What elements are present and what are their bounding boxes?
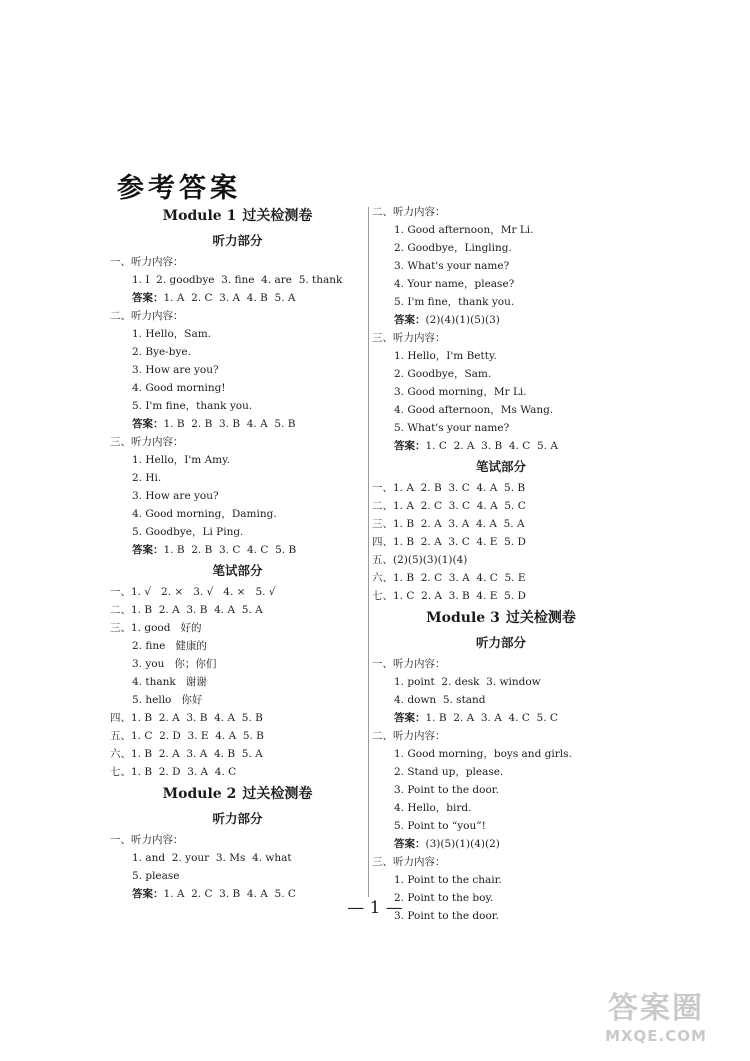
answer-item: 2. Bye-bye. xyxy=(132,346,191,358)
answer-item: 1. Good morning，boys and girls. xyxy=(394,748,572,760)
module-number: Module 2 xyxy=(162,786,237,802)
section-heading: 听力部分 xyxy=(212,811,263,826)
answer-text: (3)(5)(1)(4)(2) xyxy=(425,838,500,850)
watermark-logo xyxy=(576,991,736,1053)
module-heading xyxy=(110,203,365,229)
answer-item: 5. I'm fine，thank you. xyxy=(394,296,515,308)
module-subtitle: 过关检测卷 xyxy=(242,786,313,802)
answer-item: 1. Good afternoon，Mr Li. xyxy=(394,224,534,236)
left-column xyxy=(110,203,365,903)
answer-line xyxy=(372,835,630,853)
answer-item: 5. please xyxy=(132,870,180,882)
module-number: Module 1 xyxy=(162,208,237,224)
column-divider xyxy=(368,207,369,897)
answer-item: 5. Goodbye，Li Ping. xyxy=(132,526,244,538)
answer-label: 答案： xyxy=(394,314,426,326)
answer-label: 答案： xyxy=(394,440,426,452)
module-heading xyxy=(110,781,365,807)
answer-item: 1. Hello，I'm Amy. xyxy=(132,454,231,466)
answer-item: 2. Goodbye，Lingling. xyxy=(394,242,512,254)
question-line: 一、1. A 2. B 3. C 4. A 5. B xyxy=(372,482,526,494)
question-line: 三、听力内容： xyxy=(110,436,184,448)
answer-item: 2. Point to the boy. xyxy=(394,892,494,904)
section-heading: 笔试部分 xyxy=(475,459,526,474)
answer-item: 3. Point to the door. xyxy=(394,910,499,922)
watermark-bottom: MXQE.COM xyxy=(605,1027,707,1045)
question-line: 一、听力内容： xyxy=(372,658,446,670)
watermark-top: 答案圈 xyxy=(608,991,704,1026)
question-line: 二、1. B 2. A 3. B 4. A 5. A xyxy=(110,604,263,616)
question-line: 一、听力内容： xyxy=(110,834,184,846)
answer-text: 1. C 2. A 3. B 4. C 5. A xyxy=(425,440,558,452)
question-line: 六、1. B 2. A 3. A 4. B 5. A xyxy=(110,748,263,760)
answer-line xyxy=(110,415,365,433)
answer-item: 1. Hello，Sam. xyxy=(132,328,212,340)
section-heading: 听力部分 xyxy=(212,233,263,248)
right-column xyxy=(372,203,630,925)
answer-item: 4. down 5. stand xyxy=(394,694,486,706)
question-line: 三、1. B 2. A 3. A 4. A 5. A xyxy=(372,518,525,530)
page-number: — 1 — xyxy=(347,898,403,918)
answer-item: 1. Point to the chair. xyxy=(394,874,502,886)
answer-item: 4. Hello，bird. xyxy=(394,802,472,814)
answer-item: 2. Hi. xyxy=(132,472,162,484)
question-line: 二、听力内容： xyxy=(372,730,446,742)
question-line: 七、1. C 2. A 3. B 4. E 5. D xyxy=(372,590,526,602)
answer-item: 1. point 2. desk 3. window xyxy=(394,676,541,688)
answer-text: 1. A 2. C 3. A 4. B 5. A xyxy=(163,292,296,304)
answer-item: 3. you 你；你们 xyxy=(132,658,217,670)
answer-item: 4. Good afternoon，Ms Wang. xyxy=(394,404,554,416)
answer-text: 1. A 2. C 3. B 4. A 5. C xyxy=(163,888,296,900)
question-line: 二、1. A 2. C 3. C 4. A 5. C xyxy=(372,500,526,512)
answer-line xyxy=(372,437,630,455)
answer-label: 答案： xyxy=(394,712,426,724)
answer-item: 5. I'm fine，thank you. xyxy=(132,400,253,412)
answer-text: 1. B 2. B 3. B 4. A 5. B xyxy=(163,418,296,430)
answer-label: 答案： xyxy=(132,292,164,304)
section-heading: 听力部分 xyxy=(475,635,526,650)
answer-item: 5. Point to “you”! xyxy=(394,820,486,832)
question-line: 一、听力内容： xyxy=(110,256,184,268)
answer-label: 答案： xyxy=(132,418,164,430)
module-number: Module 3 xyxy=(426,610,500,626)
answer-line xyxy=(110,541,365,559)
question-line: 三、1. good 好的 xyxy=(110,622,202,634)
answer-item: 3. Point to the door. xyxy=(394,784,499,796)
answer-item: 3. How are you? xyxy=(132,490,219,502)
question-line: 七、1. B 2. D 3. A 4. C xyxy=(110,766,237,778)
answer-line xyxy=(372,311,630,329)
answer-item: 1. I 2. goodbye 3. fine 4. are 5. thank xyxy=(132,274,343,286)
answer-item: 1. and 2. your 3. Ms 4. what xyxy=(132,852,292,864)
question-line: 一、1. √ 2. × 3. √ 4. × 5. √ xyxy=(110,586,276,598)
question-line: 五、(2)(5)(3)(1)(4) xyxy=(372,554,468,566)
answer-text: 1. B 2. B 3. C 4. C 5. B xyxy=(163,544,297,556)
question-line: 六、1. B 2. C 3. A 4. C 5. E xyxy=(372,572,526,584)
answer-item: 4. Good morning! xyxy=(132,382,226,394)
answer-text: (2)(4)(1)(5)(3) xyxy=(425,314,500,326)
module-subtitle: 过关检测卷 xyxy=(505,610,576,626)
answer-item: 1. Hello，I'm Betty. xyxy=(394,350,497,362)
question-line: 二、听力内容： xyxy=(110,310,184,322)
answer-item: 5. What's your name? xyxy=(394,422,510,434)
page-title: 参考答案 xyxy=(117,173,241,204)
question-line: 四、1. B 2. A 3. B 4. A 5. B xyxy=(110,712,263,724)
question-line: 三、听力内容： xyxy=(372,332,446,344)
answer-item: 3. How are you? xyxy=(132,364,219,376)
answer-line xyxy=(110,289,365,307)
answer-item: 4. Good morning，Daming. xyxy=(132,508,277,520)
answer-item: 2. Stand up，please. xyxy=(394,766,504,778)
answer-item: 3. Good morning，Mr Li. xyxy=(394,386,527,398)
answer-item: 2. Goodbye，Sam. xyxy=(394,368,492,380)
question-line: 五、1. C 2. D 3. E 4. A 5. B xyxy=(110,730,264,742)
module-subtitle: 过关检测卷 xyxy=(242,208,313,224)
answer-item: 3. What's your name? xyxy=(394,260,510,272)
answer-item: 4. thank 谢谢 xyxy=(132,676,207,688)
answer-item: 4. Your name，please? xyxy=(394,278,515,290)
answer-label: 答案： xyxy=(132,544,164,556)
answer-line xyxy=(372,709,630,727)
question-line: 三、听力内容： xyxy=(372,856,446,868)
answer-text: 1. B 2. A 3. A 4. C 5. C xyxy=(425,712,558,724)
question-line: 四、1. B 2. A 3. C 4. E 5. D xyxy=(372,536,526,548)
module-heading xyxy=(372,605,630,631)
answer-item: 2. fine 健康的 xyxy=(132,640,207,652)
section-heading: 笔试部分 xyxy=(212,563,263,578)
answer-label: 答案： xyxy=(132,888,164,900)
answer-label: 答案： xyxy=(394,838,426,850)
answer-item: 5. hello 你好 xyxy=(132,694,203,706)
question-line: 二、听力内容： xyxy=(372,206,446,218)
